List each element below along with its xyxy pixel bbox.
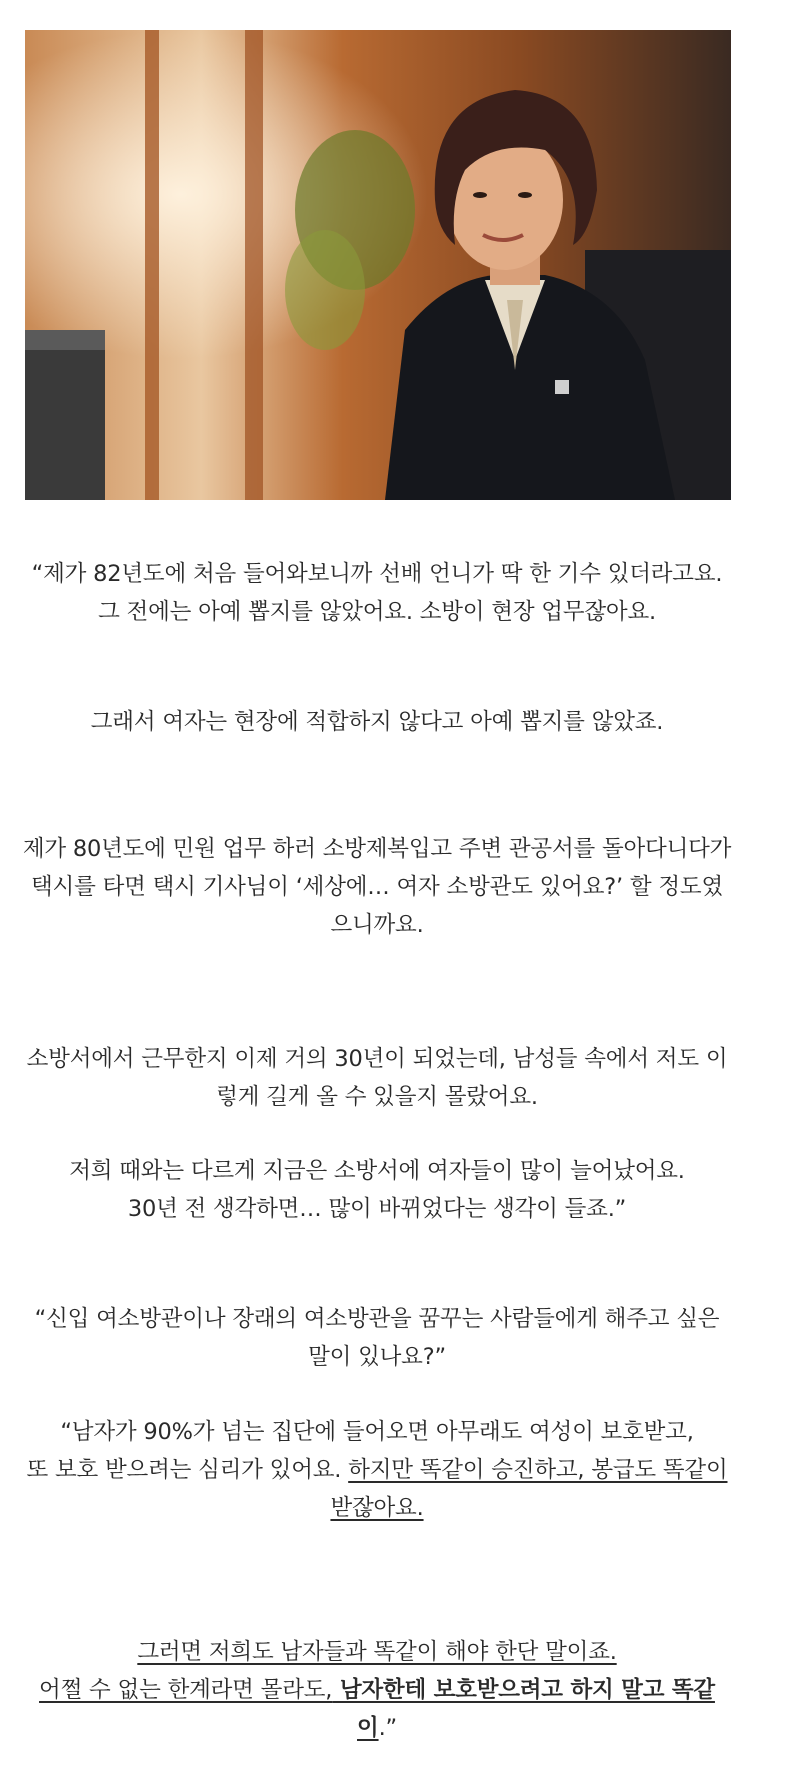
quote-line: 그 전에는 아예 뽑지를 않았어요. 소방이 현장 업무잖아요.	[98, 599, 656, 625]
quote-paragraph-4	[22, 1040, 732, 1116]
answer-underlined-text: 어쩔 수 없는 한계라면 몰라도,	[39, 1677, 333, 1703]
answer-plain-text: 또 보호 받으려는 심리가 있어요.	[26, 1457, 349, 1483]
answer-line	[22, 1451, 732, 1527]
quote-paragraph-5	[22, 1152, 732, 1228]
interview-answer-1	[22, 1413, 732, 1527]
portrait-photo	[25, 30, 731, 500]
closing-quote: .”	[378, 1715, 397, 1741]
answer-underlined-text: 하지만 똑같이 승진하고, 봉급도 똑같이 받잖아요.	[330, 1457, 728, 1521]
answer-line: “남자가 90%가 넘는 집단에 들어오면 아무래도 여성이 보호받고,	[60, 1419, 694, 1445]
interview-question	[22, 1300, 732, 1376]
quote-line: 소방서에서 근무한지 이제 거의 30년이 되었는데, 남성들 속에서 저도 이렇게 길게 올 수 있을지 몰랐어요.	[26, 1046, 728, 1110]
answer-line	[22, 1633, 732, 1671]
quote-line: 제가 80년도에 민원 업무 하러 소방제복입고 주변 관공서를 돌아다니다가	[22, 836, 732, 862]
interview-answer-2	[22, 1633, 732, 1747]
quote-line: 택시를 타면 택시 기사님이 ‘세상에… 여자 소방관도 있어요?’ 할 정도였으니까요.	[31, 874, 723, 938]
question-line: “신입 여소방관이나 장래의 여소방관을 꿈꾸는 사람들에게 해주고 싶은 말이 있나요?”	[34, 1306, 720, 1370]
quote-paragraph-1	[22, 555, 732, 631]
quote-line: 그래서 여자는 현장에 적합하지 않다고 아예 뽑지를 않았죠.	[90, 709, 664, 735]
quote-paragraph-2	[22, 703, 732, 741]
quote-line: 저희 때와는 다르게 지금은 소방서에 여자들이 많이 늘어났어요.	[69, 1158, 685, 1184]
answer-line	[22, 1671, 732, 1747]
quote-line: 30년 전 생각하면… 많이 바뀌었다는 생각이 들죠.”	[127, 1196, 627, 1222]
quote-paragraph-3	[22, 830, 732, 944]
quote-line: “제가 82년도에 처음 들어와보니까 선배 언니가 딱 한 기수 있더라고요.	[31, 561, 723, 587]
answer-underlined-text: 그러면 저희도 남자들과 똑같이 해야 한단 말이죠.	[137, 1639, 617, 1665]
answer-emphasis-text: 남자한테 보호받으려고 하지 말고 똑같이	[332, 1677, 715, 1741]
portrait-illustration	[25, 30, 731, 500]
